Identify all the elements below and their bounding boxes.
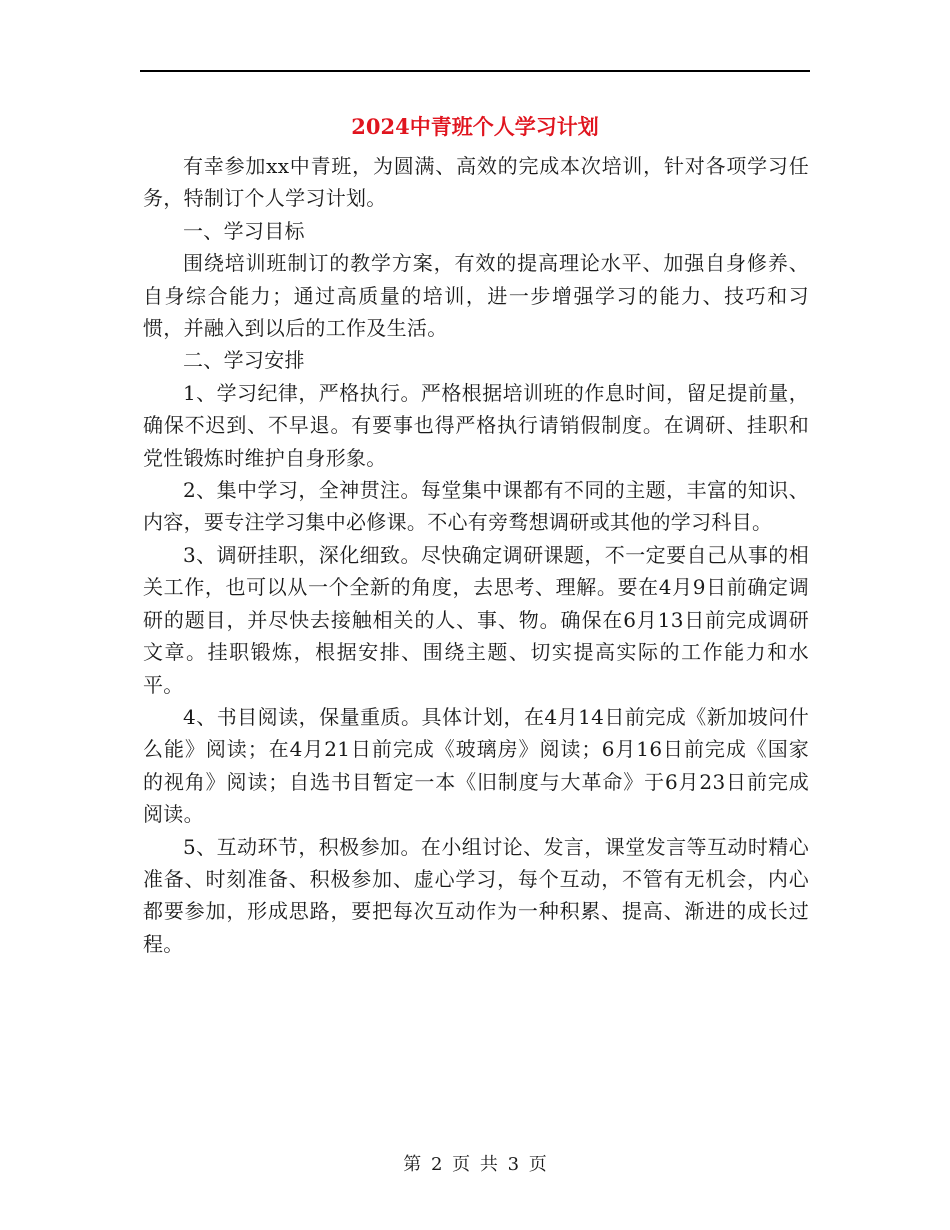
paragraph-item-4: 4、书目阅读，保量重质。具体计划，在4月14日前完成《新加坡问什么能》阅读；在4月21日前完成《玻璃房》阅读；6月16日前完成《国家的视角》阅读；自选书目暂定一本《旧制度与大革命》于6月23日前完成阅读。 <box>143 704 809 827</box>
paragraph-item-3: 3、调研挂职，深化细致。尽快确定调研课题，不一定要自己从事的相关工作，也可以从一个全新的角度，去思考、理解。要在4月9日前确定调研的题目，并尽快去接触相关的人、事、物。确保在6月13日前完成调研文章。挂职锻炼，根据安排、围绕主题、切实提高实际的工作能力和水平。 <box>143 542 809 697</box>
heading-learning-arrangement: 二、学习安排 <box>183 348 305 373</box>
paragraph-intro: 有幸参加xx中青班，为圆满、高效的完成本次培训，针对各项学习任务，特制订个人学习计划。 <box>143 154 809 211</box>
document-body <box>143 150 809 960</box>
paragraph-item-1: 1、学习纪律，严格执行。严格根据培训班的作息时间，留足提前量，确保不迟到、不早退。有要事也得严格执行请销假制度。在调研、挂职和党性锻炼时维护自身形象。 <box>143 380 809 470</box>
document-title: 2024中青班个人学习计划 <box>351 114 599 139</box>
page-number-footer: 第 2 页 共 3 页 <box>403 1154 547 1175</box>
header-rule <box>140 70 810 72</box>
paragraph-learning-goals: 围绕培训班制订的教学方案，有效的提高理论水平、加强自身修养、自身综合能力；通过高质量的培训，进一步增强学习的能力、技巧和习惯，并融入到以后的工作及生活。 <box>143 251 809 341</box>
paragraph-item-5: 5、互动环节，积极参加。在小组讨论、发言，课堂发言等互动时精心准备、时刻准备、积极参加、虚心学习，每个互动，不管有无机会，内心都要参加，形成思路，要把每次互动作为一种积累、提高、渐进的成长过程。 <box>143 834 809 956</box>
paragraph-item-2: 2、集中学习，全神贯注。每堂集中课都有不同的主题，丰富的知识、内容，要专注学习集中必修课。不心有旁骛想调研或其他的学习科目。 <box>143 478 809 535</box>
heading-learning-goals: 一、学习目标 <box>183 218 305 243</box>
